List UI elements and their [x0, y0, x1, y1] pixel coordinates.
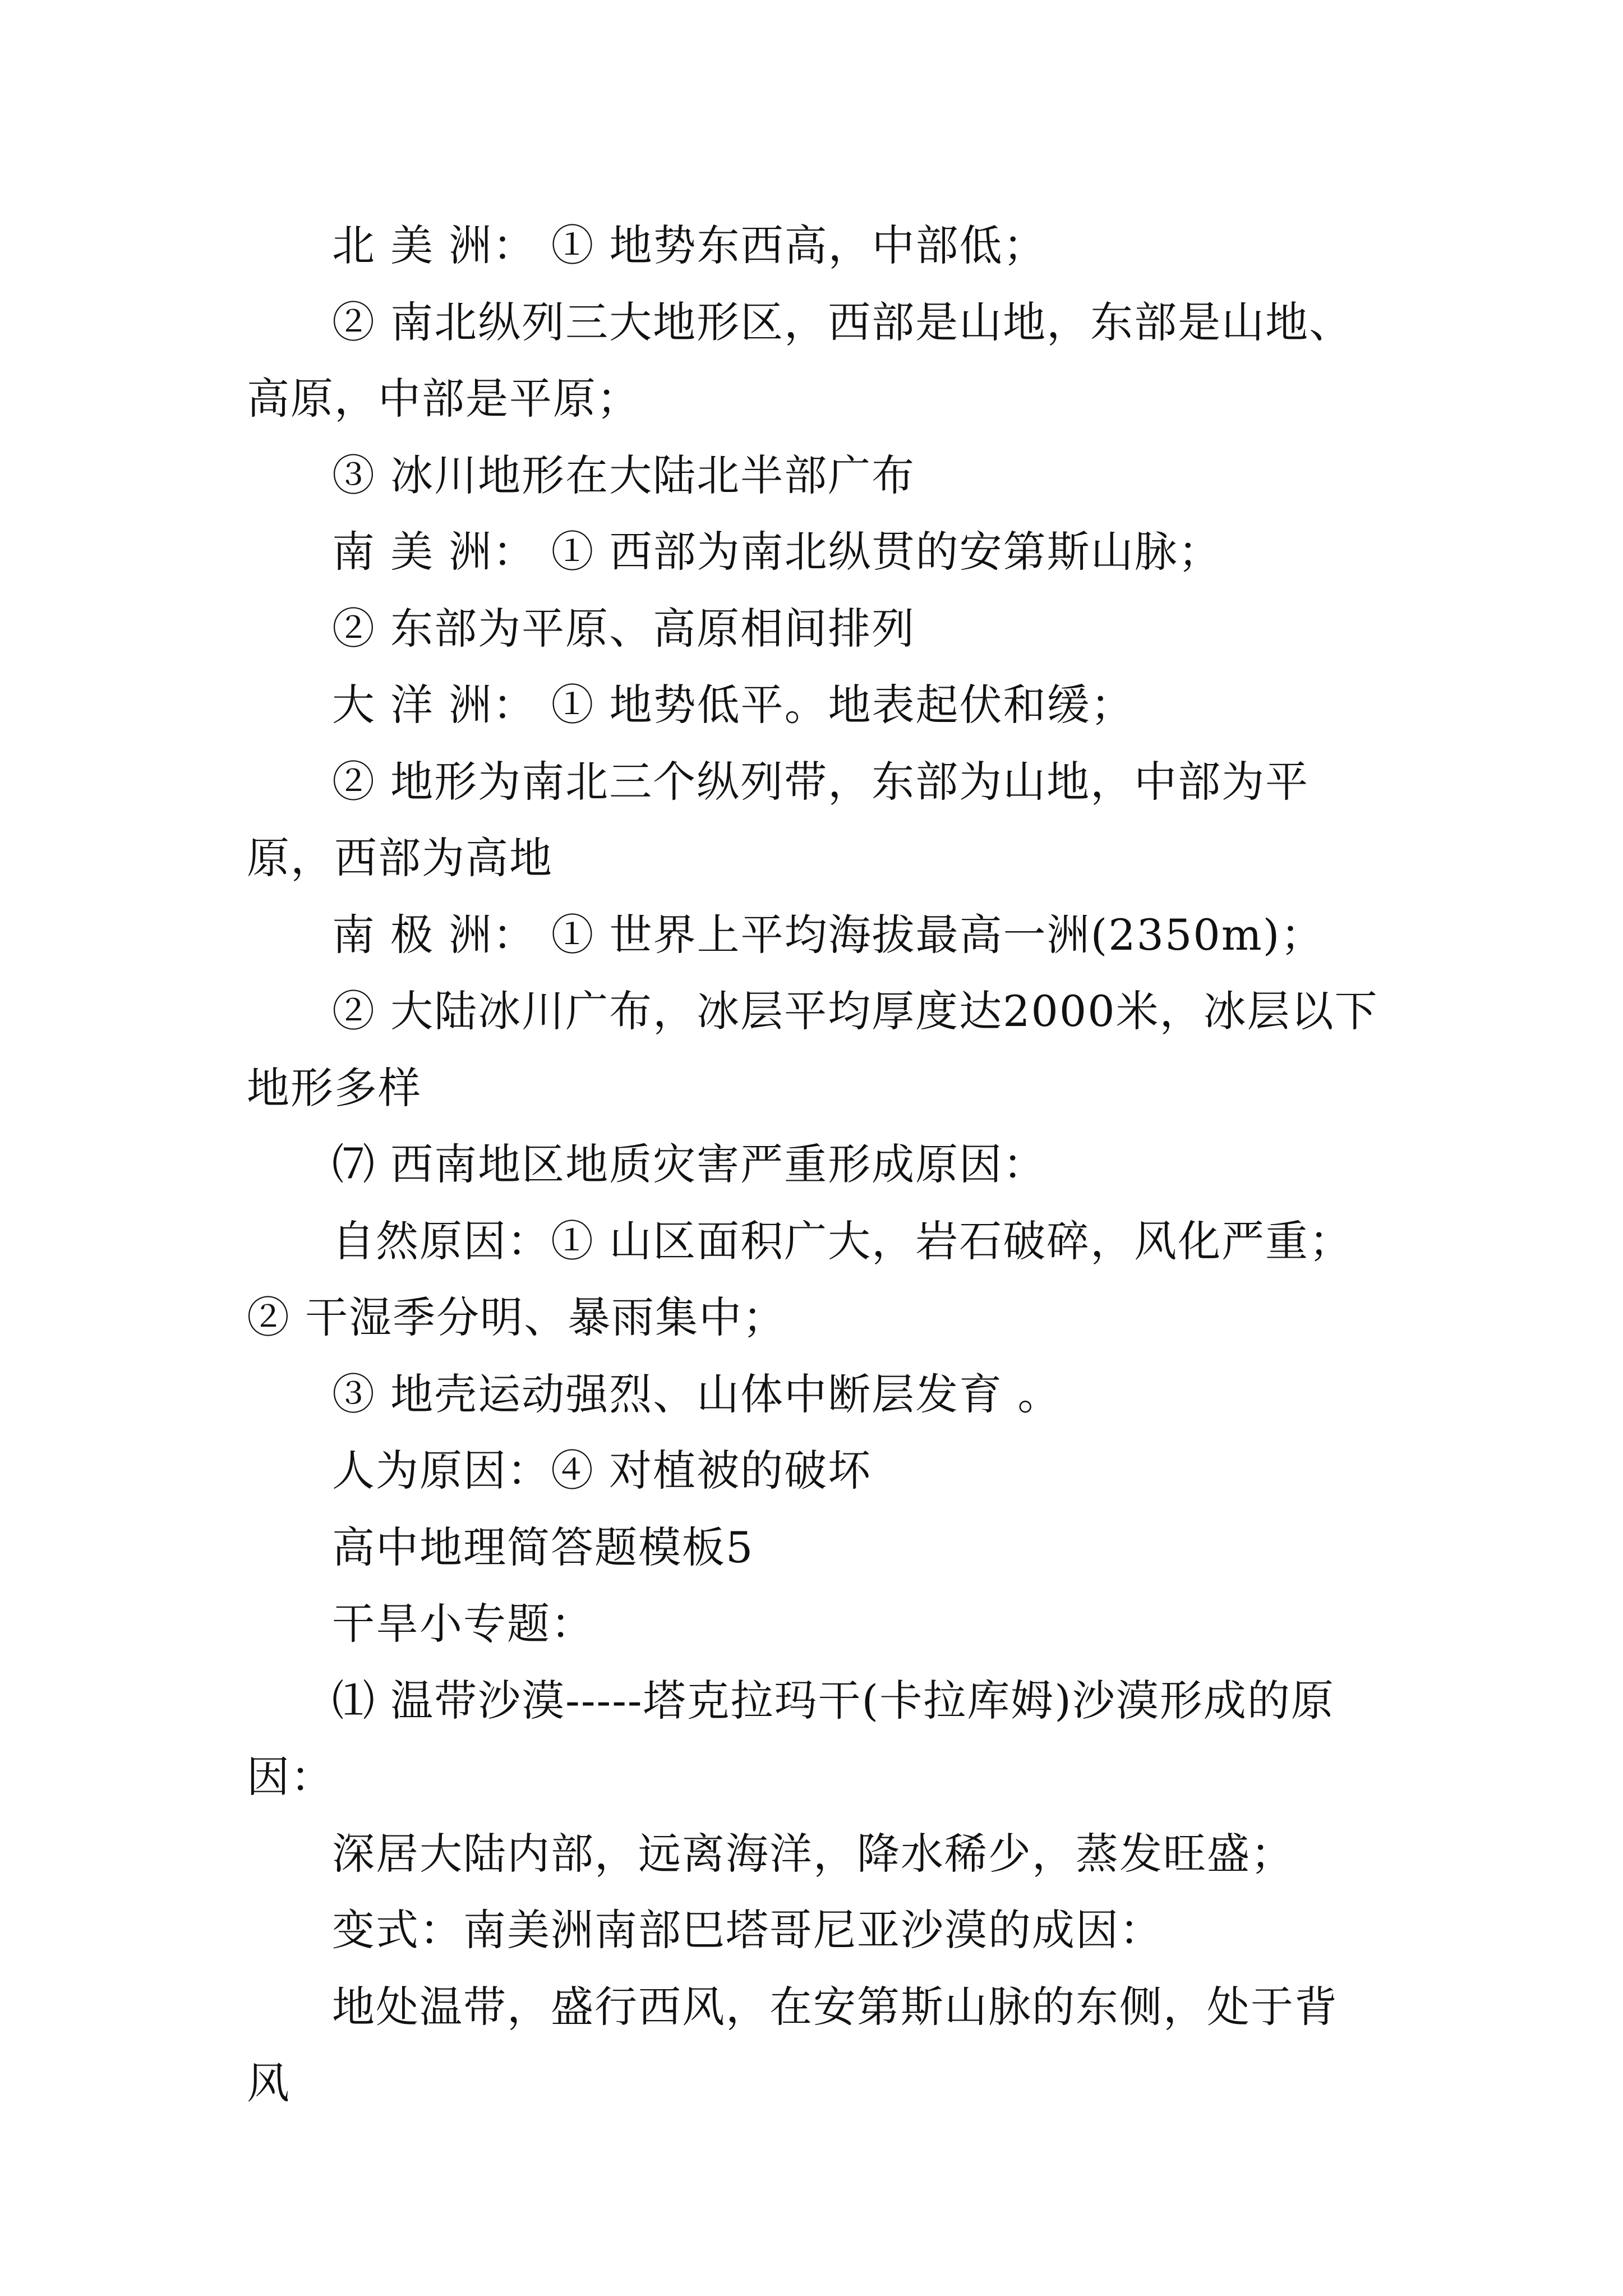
- paragraph-south-america-andes: 南 美 洲： ① 西部为南北纵贯的安第斯山脉；: [332, 527, 1222, 577]
- paragraph-antarctica-elevation: 南 极 洲： ① 世界上平均海拔最高一洲(2350m)；: [332, 909, 1325, 960]
- paragraph-patagonia-variant: 变式：南美洲南部巴塔哥尼亚沙漠的成因：: [332, 1905, 1163, 1955]
- paragraph-north-america-glacier: ③ 冰川地形在大陆北半部广布: [332, 450, 916, 500]
- paragraph-natural-causes: 自然原因：① 山区面积广大，岩石破碎，风化严重；② 干湿季分明、暴雨集中；: [247, 1216, 1353, 1342]
- section-heading-template-5: 高中地理简答题模板5: [332, 1522, 754, 1572]
- paragraph-temperate-desert: ⑴ 温带沙漠-----塔克拉玛干(卡拉库姆)沙漠形成的原因：: [247, 1675, 1335, 1802]
- paragraph-south-america-east: ② 东部为平原、高原相间排列: [332, 603, 916, 654]
- paragraph-inland-causes: 深居大陆内部，远离海洋，降水稀少，蒸发旺盛；: [332, 1828, 1294, 1879]
- subsection-heading-drought: 干旱小专题：: [332, 1599, 594, 1649]
- paragraph-human-causes: 人为原因：④ 对植被的破坏: [332, 1446, 872, 1496]
- paragraph-north-america-regions: ② 南北纵列三大地形区，西部是山地，东部是山地、高原，中部是平原；: [247, 297, 1353, 424]
- paragraph-oceania-belts: ② 地形为南北三个纵列带，东部为山地，中部为平原，西部为高地: [247, 756, 1310, 883]
- document-body: [247, 208, 1380, 2122]
- paragraph-southwest-hazards-heading: ⑺ 西南地区地质灾害严重形成原因：: [332, 1139, 1047, 1189]
- paragraph-oceania-terrain: 大 洋 洲： ① 地势低平。地表起伏和缓；: [332, 680, 1135, 730]
- paragraph-antarctica-ice: ② 大陆冰川广布，冰层平均厚度达2000米，冰层以下地形多样: [247, 986, 1378, 1113]
- paragraph-crust-movement: ③ 地壳运动强烈、山体中断层发育 。: [332, 1369, 1062, 1419]
- paragraph-north-america-terrain: 北 美 洲： ① 地势东西高，中部低；: [332, 220, 1047, 270]
- paragraph-patagonia-causes: 地处温带，盛行西风，在安第斯山脉的东侧，处于背风: [247, 1981, 1338, 2108]
